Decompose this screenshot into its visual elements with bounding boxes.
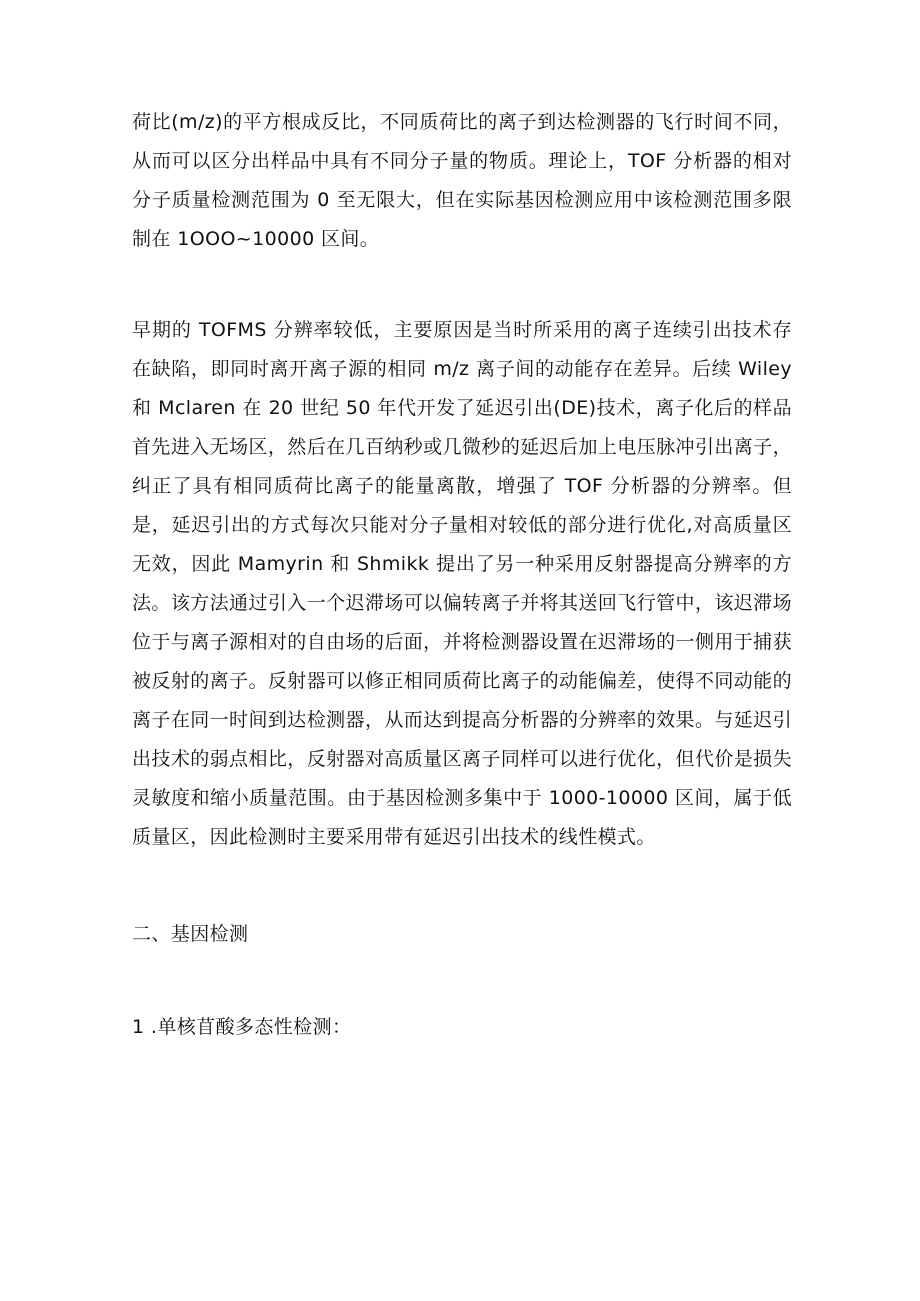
paragraph-tofms-resolution: 早期的 TOFMS 分辨率较低，主要原因是当时所采用的离子连续引出技术存在缺陷，即同时离开离子源的相同 m/z 离子间的动能存在差异。后续 Wiley 和 Mclaren 在 20 世纪 50 年代开发了延迟引出(DE)技术，离子化后的样品首先进入无场区，然后在几百纳秒或几微秒的延迟后加上电压脉冲引出离子，纠正了具有相同质荷比离子的能量离散，增强了 TOF 分析器的分辨率。但是，延迟引出的方式每次只能对分子量相对较低的部分进行优化,对高质量区无效，因此 Mamyrin 和 Shmikk 提出了另一种采用反射器提高分辨率的方法。该方法通过引入一个迟滞场可以偏转离子并将其送回飞行管中，该迟滞场位于与离子源相对的自由场的后面，并将检测器设置在迟滞场的一侧用于捕获被反射的离子。反射器可以修正相同质荷比离子的动能偏差，使得不同动能的离子在同一时间到达检测器，从而达到提高分析器的分辨率的效果。与延迟引出技术的弱点相比，反射器对高质量区离子同样可以进行优化，但代价是损失灵敏度和缩小质量范围。由于基因检测多集中于 1000-10000 区间，属于低质量区，因此检测时主要采用带有延迟引出技术的线性模式。 — [132, 319, 792, 848]
subsection-heading: 1 .单核苜酸多态性检测： — [132, 1016, 352, 1038]
paragraph-tof-range: 荷比(m/z)的平方根成反比，不同质荷比的离子到达检测器的飞行时间不同，从而可以区分出样品中具有不同分子量的物质。理论上，TOF 分析器的相对分子质量检测范围为 0 至无限大，但在实际基因检测应用中该检测范围多限制在 1OOO~10000 区间。 — [132, 111, 792, 250]
section-heading: 二、基因检测 — [132, 923, 249, 945]
document-body — [132, 103, 792, 1047]
